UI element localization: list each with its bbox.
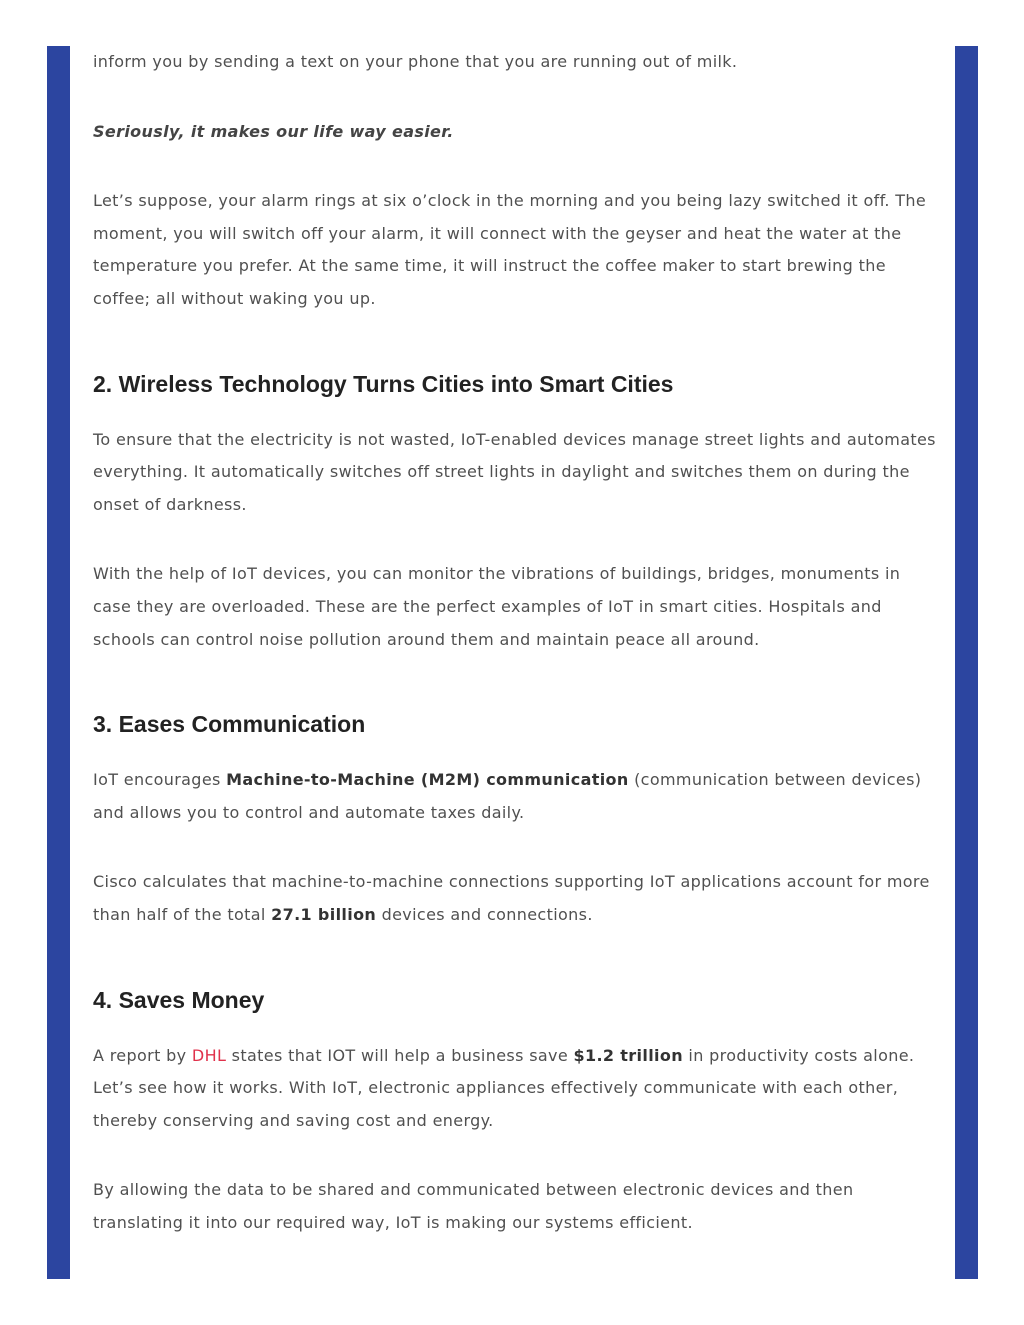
intro-line: inform you by sending a text on your phone that you are running out of milk. xyxy=(93,52,738,71)
saves-money-paragraph-1: A report by DHL states that IOT will help a business save $1.2 trillion in productivity costs alone. Let’s see how it works. With IoT, electronic appliances effectively communicate with each other, thereby conserving and saving cost and energy. xyxy=(93,1045,915,1130)
alarm-paragraph: Let’s suppose, your alarm rings at six o’clock in the morning and you being lazy switched it off. The moment, you will switch off your alarm, it will connect with the geyser and heat the water at the temperature you prefer. At the same time, it will instruct the coffee maker to start brewing the coffee; all without waking you up. xyxy=(93,191,927,308)
right-accent-bar xyxy=(955,46,978,1279)
smart-cities-paragraph-1: To ensure that the electricity is not wasted, IoT-enabled devices manage street lights and automates everything. It automatically switches off street lights in daylight and switches them on during the onset of darkness. xyxy=(93,429,936,514)
communication-paragraph-2: Cisco calculates that machine-to-machine connections supporting IoT applications account for more than half of the total 27.1 billion devices and connections. xyxy=(93,872,930,924)
dhl-link[interactable]: DHL xyxy=(191,1045,227,1065)
smart-cities-paragraph-2: With the help of IoT devices, you can monitor the vibrations of buildings, bridges, monuments in case they are overloaded. These are the perfect examples of IoT in smart cities. Hospitals and schools can control noise pollution around them and maintain peace all around. xyxy=(93,564,901,649)
emphasis-line: Seriously, it makes our life way easier. xyxy=(93,121,454,141)
m2m-highlight: Machine-to-Machine (M2M) communication xyxy=(226,770,629,790)
trillion-highlight: $1.2 trillion xyxy=(573,1045,683,1065)
section-heading-smart-cities: 2. Wireless Technology Turns Cities into Smart Cities xyxy=(93,370,674,397)
section-heading-communication: 3. Eases Communication xyxy=(93,711,366,738)
section-heading-saves-money: 4. Saves Money xyxy=(93,986,265,1013)
communication-paragraph-1: IoT encourages Machine-to-Machine (M2M) communication (communication between devices) and allows you to control and automate taxes daily. xyxy=(93,770,922,822)
saves-money-paragraph-2: By allowing the data to be shared and communicated between electronic devices and then translating it into our required way, IoT is making our systems efficient. xyxy=(93,1180,854,1232)
left-accent-bar xyxy=(47,46,70,1279)
article-body xyxy=(93,46,938,1239)
billion-highlight: 27.1 billion xyxy=(271,904,377,924)
